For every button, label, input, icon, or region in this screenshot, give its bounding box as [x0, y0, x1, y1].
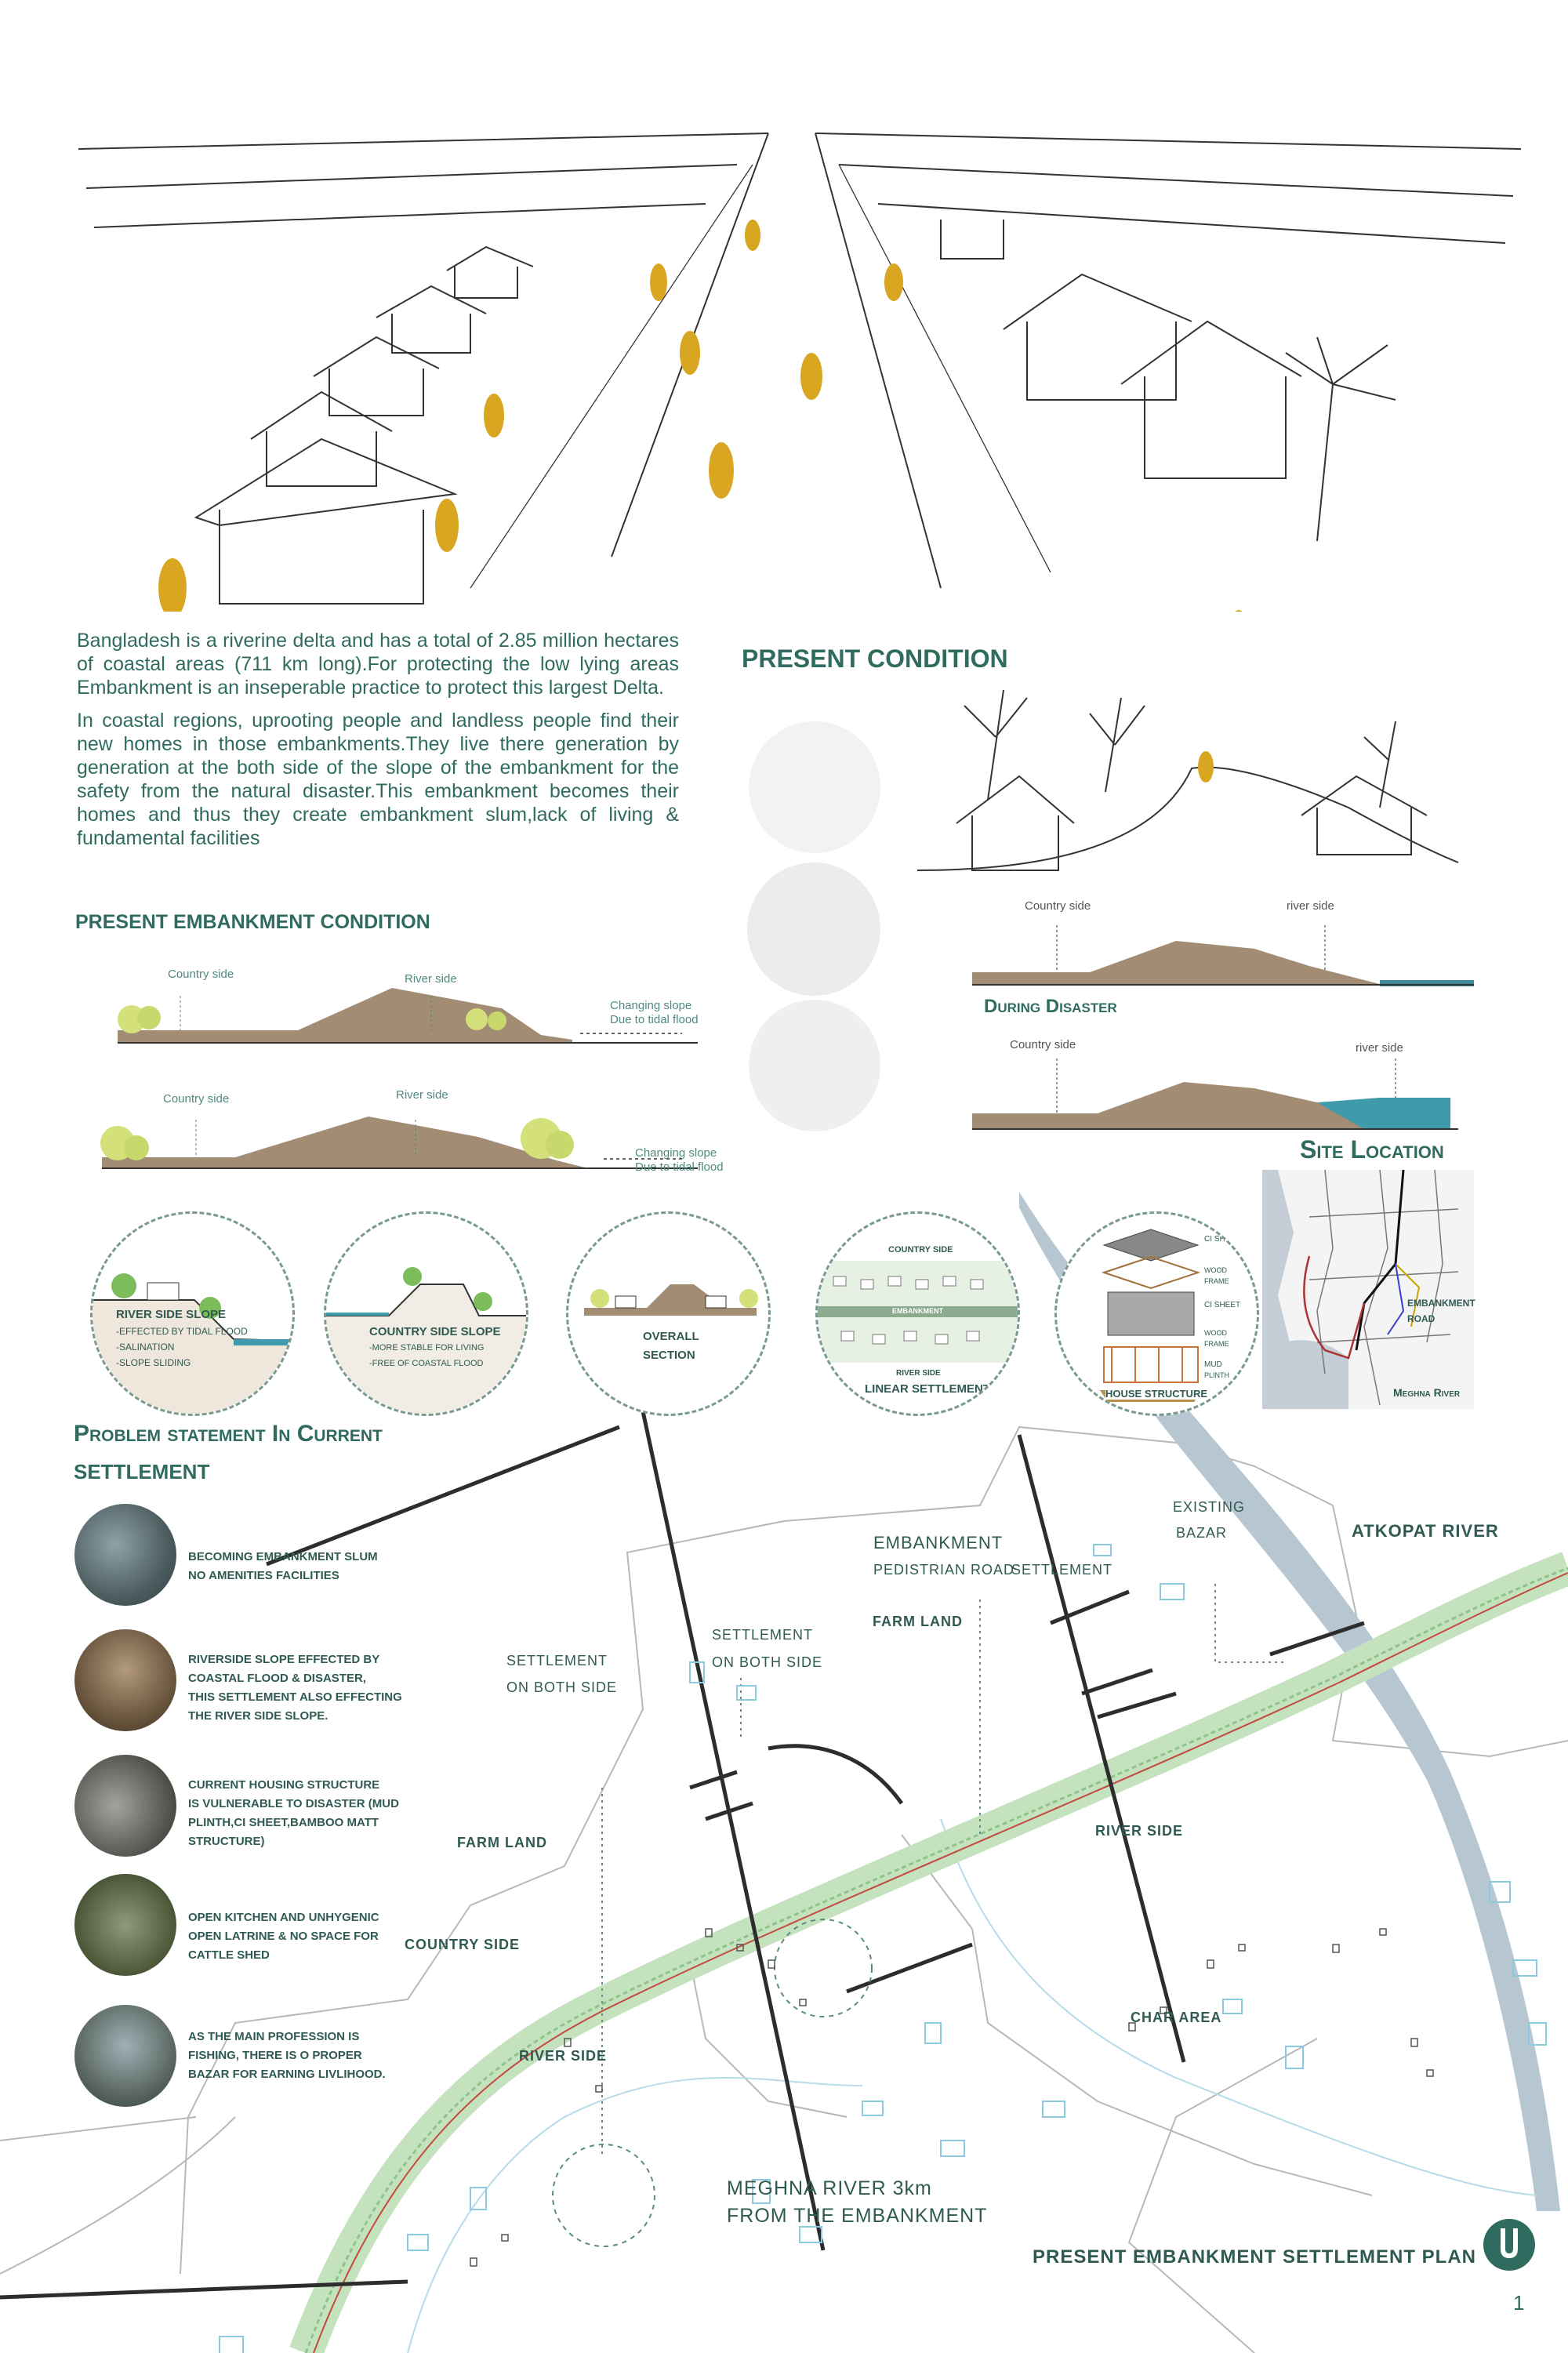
intro-paragraph-2: In coastal regions, uprooting people and landless people find their new homes in those embankments.They live there generation by generation at the both side of the slope of the embankment for the safety from the natural disaster.This embankment becomes their homes and thus they create embankment slum,lack of living & fundamental facilities: [77, 710, 679, 849]
problem-photo-3: [74, 1755, 176, 1857]
sec1-note2: Due to tidal flood: [610, 1013, 699, 1026]
river-side-slope-line-2: -SALINATION: [116, 1342, 175, 1353]
map-atkopat-label: ATKOPAT RIVER: [1352, 1521, 1499, 1541]
sec2-river-label: River side: [396, 1088, 448, 1102]
present-country-label: Country side: [1025, 899, 1091, 913]
linear-settlement-circle: [815, 1211, 1020, 1416]
country-side-slope-circle: [324, 1211, 528, 1416]
river-side-slope-line-1: -EFFECTED BY TIDAL FLOOD: [116, 1326, 248, 1337]
linear-settlement-mid-label: EMBANKMENT: [892, 1307, 943, 1315]
problem-5-line-1: AS THE MAIN PROFESSION IS: [188, 2030, 360, 2043]
map-settlement-both-1b: ON BOTH SIDE: [506, 1679, 618, 1695]
problem-4-line-3: CATTLE SHED: [188, 1948, 270, 1962]
house-label-wood-2: WOOD: [1204, 1329, 1227, 1337]
disaster-river-label: river side: [1356, 1041, 1403, 1055]
house-label-frame-1: FRAME: [1204, 1277, 1229, 1285]
river-side-slope-circle: [90, 1211, 295, 1416]
map-river-side-right: RIVER SIDE: [1095, 1823, 1184, 1839]
map-farm-land-top: FARM LAND: [873, 1614, 963, 1629]
sketch-circle-3: [749, 1000, 880, 1131]
sketch-circle-2: [747, 862, 880, 996]
overall-section-title-2: SECTION: [643, 1349, 695, 1362]
problem-text-2: [188, 1650, 402, 1726]
problem-5-line-2: FISHING, THERE IS O PROPER: [188, 2049, 362, 2062]
logo-mark: [1482, 2217, 1537, 2272]
problem-photo-5: [74, 2005, 176, 2107]
country-side-slope-line-1: -MORE STABLE FOR LIVING: [369, 1343, 485, 1353]
present-river-label: river side: [1287, 899, 1334, 913]
house-structure-diagram: [1057, 1214, 1257, 1414]
problem-4-line-1: OPEN KITCHEN AND UNHYGENIC: [188, 1911, 379, 1924]
river-side-slope-line-3: -SLOPE SLIDING: [116, 1357, 191, 1368]
house-label-plinth: PLINTH: [1204, 1371, 1230, 1379]
problem-3-line-1: CURRENT HOUSING STRUCTURE: [188, 1778, 380, 1792]
map-settlement-both-1a: SETTLEMENT: [506, 1653, 608, 1669]
map-country-side: COUNTRY SIDE: [405, 1937, 521, 1952]
map-settlement-both-2a: SETTLEMENT: [712, 1627, 814, 1643]
problem-title-1: Problem statement In Current: [74, 1421, 383, 1447]
plan-title: PRESENT EMBANKMENT SETTLEMENT PLAN: [1033, 2246, 1477, 2268]
map-river-side-left: RIVER SIDE: [519, 2048, 608, 2064]
present-embankment-title: PRESENT EMBANKMENT CONDITION: [75, 911, 430, 933]
problem-3-line-4: STRUCTURE): [188, 1835, 265, 1848]
problem-3-line-2: IS VULNERABLE TO DISASTER (MUD: [188, 1797, 399, 1810]
house-label-ci-sheet-1: CI SHEET: [1204, 1235, 1241, 1244]
sketch-circle-1: [749, 721, 880, 853]
map-bazar-label: BAZAR: [1176, 1525, 1228, 1541]
problem-text-3: [188, 1776, 399, 1851]
sec2-note1: Changing slope: [635, 1146, 717, 1160]
linear-settlement-bottom-label: RIVER SIDE: [896, 1369, 941, 1378]
linear-settlement-top-label: COUNTRY SIDE: [888, 1245, 953, 1255]
map-pedestrian-road-label: PEDISTRIAN ROAD: [873, 1562, 1015, 1578]
present-condition-sketch: [909, 674, 1474, 894]
map-settlement-label: SETTLEMENT: [1011, 1562, 1113, 1578]
map-settlement-both-2b: ON BOTH SIDE: [712, 1654, 823, 1670]
problem-2-line-4: THE RIVER SIDE SLOPE.: [188, 1709, 328, 1723]
map-embankment-label: EMBANKMENT: [873, 1533, 1004, 1552]
house-structure-circle: [1054, 1211, 1259, 1416]
house-label-wood-1: WOOD: [1204, 1266, 1227, 1274]
sec1-country-label: Country side: [168, 968, 234, 981]
site-embankment-road-1: EMBANKMENT: [1407, 1298, 1475, 1309]
sec1-note1: Changing slope: [610, 999, 692, 1012]
country-side-slope-diagram: [326, 1214, 526, 1414]
house-label-frame-2: FRAME: [1204, 1340, 1229, 1348]
perspective-sketch: [63, 118, 1552, 612]
house-label-mud: MUD: [1204, 1360, 1222, 1369]
problem-1-line-2: NO AMENITIES FACILITIES: [188, 1569, 339, 1582]
problem-title-2: SETTLEMENT: [74, 1460, 210, 1483]
map-char-area: CHAR AREA: [1131, 2010, 1222, 2025]
problem-2-line-2: COASTAL FLOOD & DISASTER,: [188, 1672, 366, 1685]
problem-photo-1: [74, 1504, 176, 1606]
map-meghna-line-2: FROM THE EMBANKMENT: [727, 2205, 988, 2227]
intro-text: [77, 629, 679, 850]
problem-text-5: [188, 2028, 386, 2084]
problem-photo-2: [74, 1629, 176, 1731]
river-side-slope-title: RIVER SIDE SLOPE: [116, 1308, 227, 1321]
during-disaster-title: During Disaster: [984, 996, 1117, 1017]
page-number: 1: [1513, 2291, 1525, 2315]
sec2-country-label: Country side: [163, 1092, 230, 1106]
overall-section-title-1: OVERALL: [643, 1330, 699, 1343]
problem-1-line-1: BECOMING EMBANKMENT SLUM: [188, 1550, 378, 1563]
country-side-slope-line-2: -FREE OF COASTAL FLOOD: [369, 1359, 484, 1368]
overall-section-circle: [566, 1211, 771, 1416]
overall-section-diagram: [568, 1214, 768, 1414]
present-condition-title: PRESENT CONDITION: [742, 645, 1008, 673]
map-farm-land-left: FARM LAND: [457, 1835, 547, 1850]
problem-photo-4: [74, 1874, 176, 1976]
map-meghna-line-1: MEGHNA RIVER 3km: [727, 2177, 932, 2199]
problem-text-1: [188, 1548, 378, 1585]
problem-3-line-3: PLINTH,CI SHEET,BAMBOO MATT: [188, 1816, 379, 1829]
site-meghna-label: Meghna River: [1393, 1386, 1461, 1399]
intro-paragraph-1: Bangladesh is a riverine delta and has a total of 2.85 million hectares of coastal areas (711 km long).For protecting the low lying areas Embankment is an inseperable practice to protect this largest Delta.: [77, 630, 679, 699]
problem-text-4: [188, 1908, 379, 1965]
problem-5-line-3: BAZAR FOR EARNING LIVLIHOOD.: [188, 2068, 386, 2081]
sec2-note2: Due to tidal flood: [635, 1160, 724, 1174]
problem-4-line-2: OPEN LATRINE & NO SPACE FOR: [188, 1930, 379, 1943]
house-structure-title: HOUSE STRUCTURE: [1105, 1388, 1208, 1400]
site-location-title: Site Location: [1300, 1135, 1444, 1164]
linear-settlement-title: LINEAR SETTLEMENT: [865, 1382, 990, 1396]
disaster-country-label: Country side: [1010, 1038, 1076, 1051]
map-existing-label: EXISTING: [1173, 1499, 1246, 1515]
sec1-river-label: River side: [405, 972, 457, 986]
country-side-slope-title: COUNTRY SIDE SLOPE: [369, 1325, 501, 1338]
site-embankment-road-2: ROAD: [1407, 1313, 1436, 1324]
problem-2-line-3: THIS SETTLEMENT ALSO EFFECTING: [188, 1690, 402, 1704]
problem-2-line-1: RIVERSIDE SLOPE EFFECTED BY: [188, 1653, 380, 1666]
house-label-ci-sheet-2: CI SHEET: [1204, 1301, 1241, 1309]
